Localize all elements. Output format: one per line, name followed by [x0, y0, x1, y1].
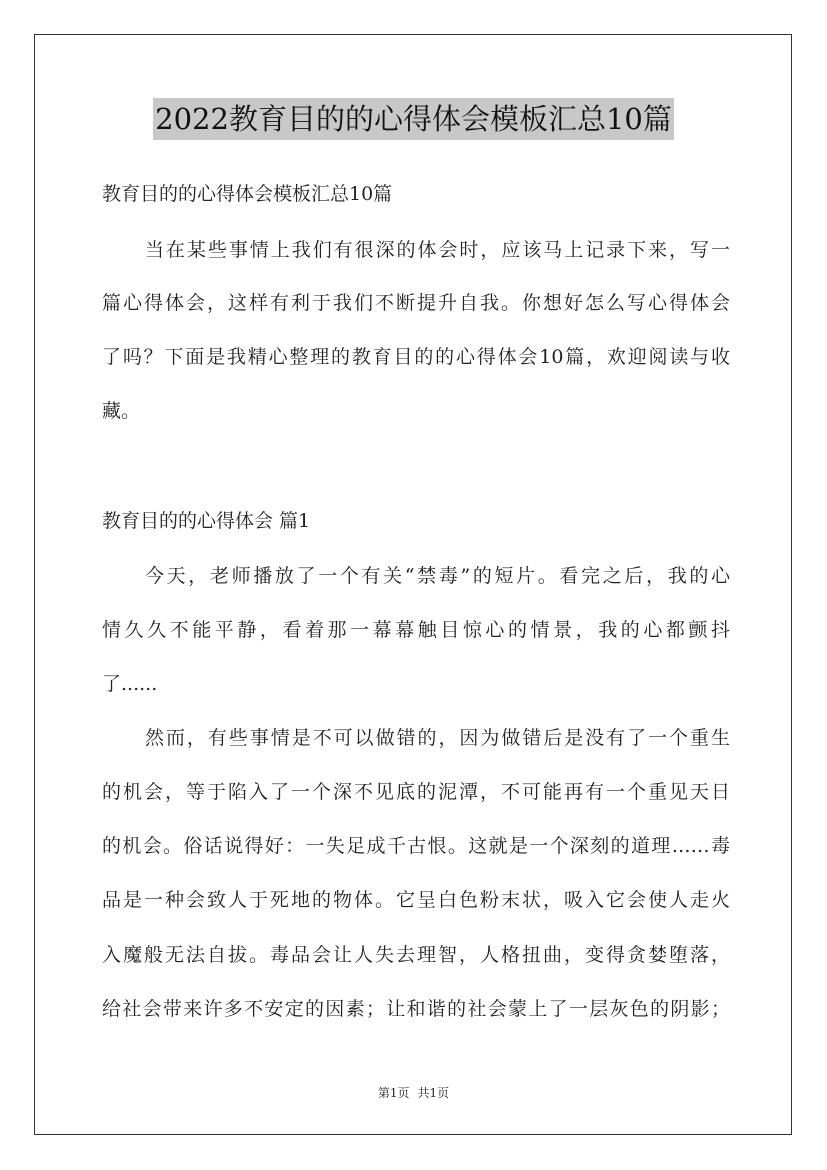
para2-line-6: 给社会带来许多不安定的因素；让和谐的社会蒙上了一层灰色的阴影； — [102, 998, 730, 1020]
para1-line-1: 今天，老师播放了一个有关“禁毒”的短片。看完之后，我的心 — [145, 565, 730, 587]
para2-line-2: 的机会，等于陷入了一个深不见底的泥潭，不可能再有一个重见天日 — [102, 781, 730, 803]
page-footer — [0, 1085, 827, 1101]
intro-line-2: 篇心得体会，这样有利于我们不断提升自我。你想好怎么写心得体会 — [102, 292, 730, 314]
document-subtitle: 教育目的的心得体会模板汇总10篇 — [102, 183, 393, 205]
intro-line-1: 当在某些事情上我们有很深的体会时，应该马上记录下来，写一 — [145, 239, 730, 261]
para2-line-3: 的机会。俗话说得好：一失足成千古恨。这就是一个深刻的道理……毒 — [102, 835, 730, 857]
intro-line-4: 藏。 — [102, 400, 141, 422]
page-number: 第1页 — [377, 1086, 410, 1100]
page-total: 共1页 — [417, 1086, 450, 1100]
para2-line-1: 然而，有些事情是不可以做错的，因为做错后是没有了一个重生 — [145, 727, 730, 749]
section-heading: 教育目的的心得体会 篇1 — [102, 510, 311, 532]
para1-line-3: 了...... — [102, 673, 158, 695]
para2-line-5: 入魔般无法自拔。毒品会让人失去理智，人格扭曲，变得贪婪堕落， — [102, 944, 730, 966]
intro-line-3: 了吗？下面是我精心整理的教育目的的心得体会10篇，欢迎阅读与收 — [102, 346, 730, 368]
para2-line-4: 品是一种会致人于死地的物体。它呈白色粉末状，吸入它会使人走火 — [102, 889, 730, 911]
title-container — [0, 98, 827, 140]
document-title: 2022教育目的的心得体会模板汇总10篇 — [153, 98, 674, 140]
para1-line-2: 情久久不能平静，看着那一幕幕触目惊心的情景，我的心都颤抖 — [102, 619, 730, 641]
